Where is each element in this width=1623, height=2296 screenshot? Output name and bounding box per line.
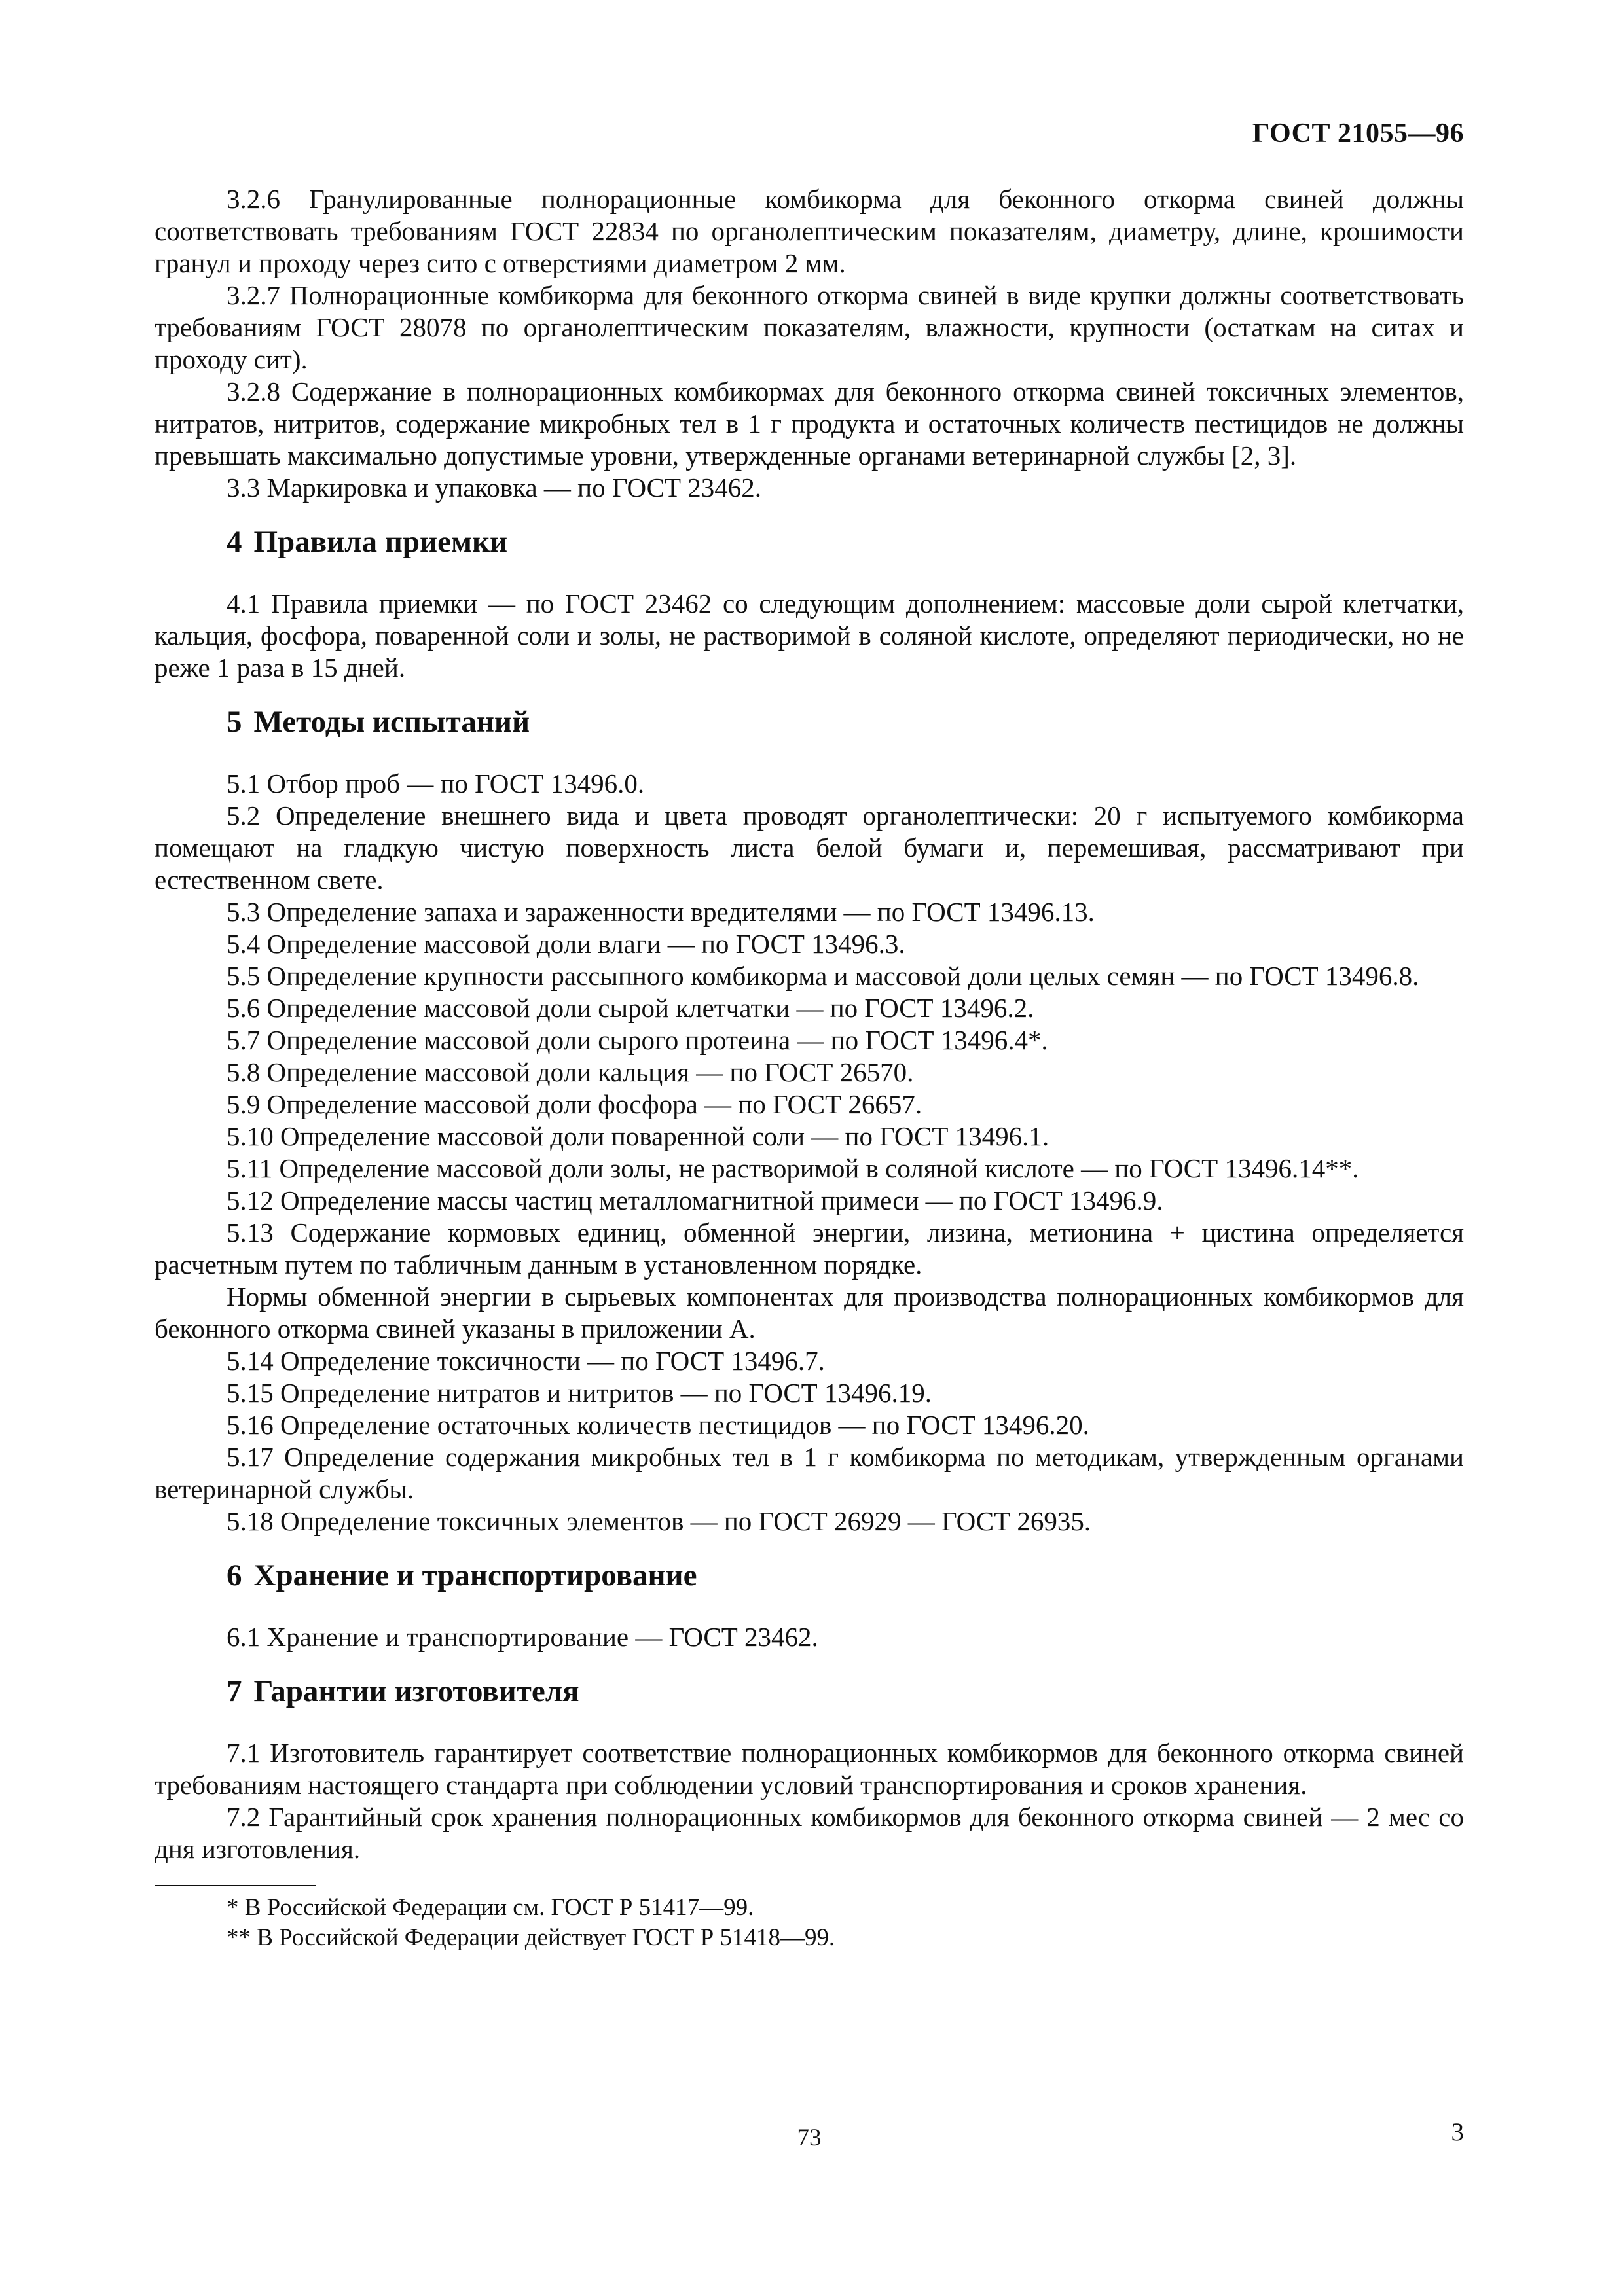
section-title: Правила приемки — [253, 525, 508, 559]
paragraph-5-4: 5.4 Определение массовой доли влаги — по ГОСТ 13496.3. — [227, 929, 905, 959]
paragraph-5-18: 5.18 Определение токсичных элементов — по ГОСТ 26929 — ГОСТ 26935. — [227, 1506, 1091, 1536]
section-number: 6 — [227, 1558, 242, 1592]
paragraph-5-11: 5.11 Определение массовой доли золы, не растворимой в соляной кислоте — по ГОСТ 13496.14**. — [227, 1153, 1359, 1183]
paragraph-5-2: 5.2 Определение внешнего вида и цвета проводят органолептически: 20 г испытуемого комбикорма помещают на гладкую чистую поверхность листа белой бумаги и, перемешивая, рассматривают при естественном свете. — [155, 800, 1464, 895]
section-title: Методы испытаний — [253, 705, 530, 739]
paragraph-5-8: 5.8 Определение массовой доли кальция — по ГОСТ 26570. — [227, 1057, 914, 1087]
footnote-2: ** В Российской Федерации действует ГОСТ Р 51418—99. — [227, 1924, 835, 1951]
document-page — [155, 105, 1464, 2225]
paragraph-7-2: 7.2 Гарантийный срок хранения полнорационных комбикормов для беконного откорма свиней — 2 мес со дня изготовления. — [155, 1802, 1464, 1864]
paragraph-7-1: 7.1 Изготовитель гарантирует соответствие полнорационных комбикормов для беконного откорма свиней требованиям настоящего стандарта при соблюдении условий транспортирования и сроков хранения. — [155, 1738, 1464, 1800]
section-heading-6 — [155, 1557, 1464, 1594]
section-heading-4 — [155, 524, 1464, 560]
paragraph-5-3: 5.3 Определение запаха и зараженности вредителями — по ГОСТ 13496.13. — [227, 897, 1095, 927]
paragraph-5-13: 5.13 Содержание кормовых единиц, обменной энергии, лизина, метионина + цистина определяется расчетным путем по табличным данным в установленном порядке. — [155, 1217, 1464, 1280]
paragraph-5-16: 5.16 Определение остаточных количеств пестицидов — по ГОСТ 13496.20. — [227, 1410, 1089, 1440]
paragraph-3-2-7: 3.2.7 Полнорационные комбикорма для беконного откорма свиней в виде крупки должны соответствовать требованиям ГОСТ 28078 по органолептическим показателям, влажности, крупности (остаткам на ситах и проходу сит). — [155, 280, 1464, 374]
section-title: Гарантии изготовителя — [253, 1674, 579, 1708]
section-heading-5 — [155, 704, 1464, 740]
section-number: 7 — [227, 1674, 242, 1708]
paragraph-5-6: 5.6 Определение массовой доли сырой клетчатки — по ГОСТ 13496.2. — [227, 993, 1034, 1023]
paragraph-4-1: 4.1 Правила приемки — по ГОСТ 23462 со следующим дополнением: массовые доли сырой клетчатки, кальция, фосфора, поваренной соли и золы, не растворимой в соляной кислоте, определяют периодически, но не реже 1 раза в 15 дней. — [155, 588, 1464, 683]
paragraph-5-10: 5.10 Определение массовой доли поваренной соли — по ГОСТ 13496.1. — [227, 1121, 1049, 1151]
page-number-right: 3 — [1451, 2118, 1464, 2146]
paragraph-3-2-6: 3.2.6 Гранулированные полнорационные комбикорма для беконного откорма свиней должны соответствовать требованиям ГОСТ 22834 по органолептическим показателям, диаметру, длине, крошимости гранул и проходу через сито с отверстиями диаметром 2 мм. — [155, 184, 1464, 278]
footnote-divider — [155, 1885, 316, 1886]
paragraph-5-12: 5.12 Определение массы частиц металломагнитной примеси — по ГОСТ 13496.9. — [227, 1185, 1163, 1215]
footnote-1: * В Российской Федерации см. ГОСТ Р 51417—99. — [227, 1894, 754, 1921]
standard-header: ГОСТ 21055—96 — [1252, 118, 1464, 149]
document-body — [155, 183, 1464, 1953]
paragraph-5-1: 5.1 Отбор проб — по ГОСТ 13496.0. — [227, 768, 645, 798]
paragraph-5-14: 5.14 Определение токсичности — по ГОСТ 13496.7. — [227, 1346, 825, 1376]
paragraph-5-9: 5.9 Определение массовой доли фосфора — по ГОСТ 26657. — [227, 1089, 922, 1119]
paragraph-6-1: 6.1 Хранение и транспортирование — ГОСТ 23462. — [227, 1622, 818, 1652]
paragraph-3-3: 3.3 Маркировка и упаковка — по ГОСТ 23462. — [227, 473, 762, 503]
page-number-center: 73 — [797, 2125, 822, 2151]
paragraph-5-15: 5.15 Определение нитратов и нитритов — по ГОСТ 13496.19. — [227, 1378, 932, 1408]
paragraph-5-5: 5.5 Определение крупности рассыпного комбикорма и массовой доли целых семян — по ГОСТ 13496.8. — [227, 961, 1419, 991]
paragraph-5-17: 5.17 Определение содержания микробных тел в 1 г комбикорма по методикам, утвержденным органами ветеринарной службы. — [155, 1442, 1464, 1504]
paragraph-3-2-8: 3.2.8 Содержание в полнорационных комбикормах для беконного откорма свиней токсичных элементов, нитратов, нитритов, содержание микробных тел в 1 г продукта и остаточных количеств пестицидов не должны превышать максимально допустимые уровни, утвержденные органами ветеринарной службы [2, 3]. — [155, 376, 1464, 471]
paragraph-5-13-note: Нормы обменной энергии в сырьевых компонентах для производства полнорационных комбикормов для беконного откорма свиней указаны в приложении А. — [155, 1282, 1464, 1344]
section-number: 5 — [227, 705, 242, 739]
section-heading-7 — [155, 1673, 1464, 1710]
section-title: Хранение и транспортирование — [253, 1558, 697, 1592]
section-number: 4 — [227, 525, 242, 559]
paragraph-5-7: 5.7 Определение массовой доли сырого протеина — по ГОСТ 13496.4*. — [227, 1025, 1048, 1055]
